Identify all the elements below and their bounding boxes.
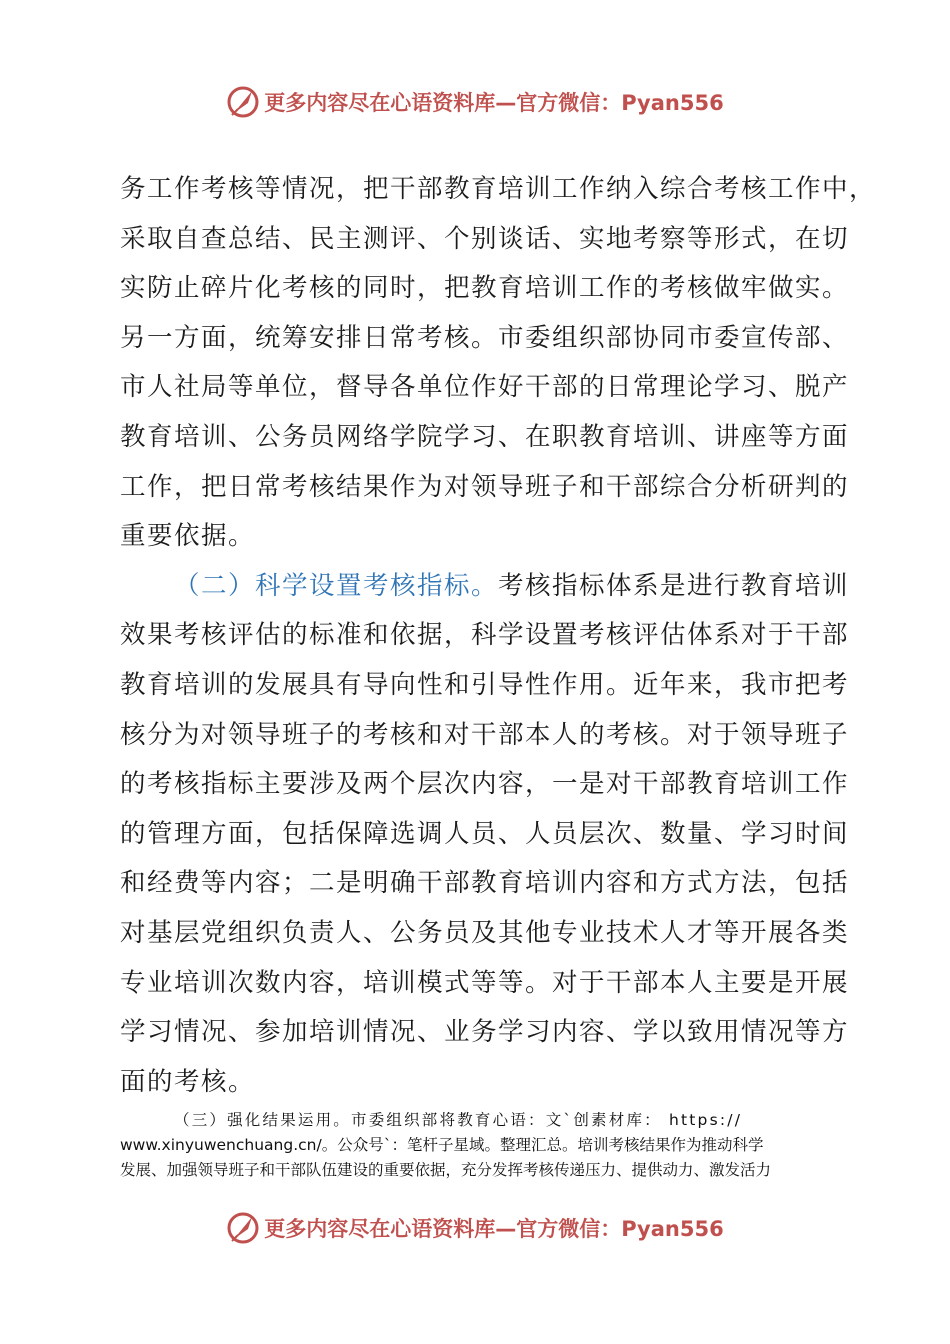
small-text-line: 发展、加强领导班子和干部队伍建设的重要依据，充分发挥考核传递压力、提供动力、激发活力 [120,1161,772,1179]
paragraph-line: 核分为对领导班子的考核和对干部本人的考核。对于领导班子 [120,719,850,750]
section-heading: （二）科学设置考核指标。 [174,570,499,601]
paragraph-line: 务工作考核等情况，把干部教育培训工作纳入综合考核工作中， [120,174,877,204]
header-banner [0,78,950,126]
paragraph-line: 工作，把日常考核结果作为对领导班子和干部综合分析研判的 [120,471,850,502]
paragraph-line: 另一方面，统筹安排日常考核。市委组织部协同市委宣传部、 [120,322,850,353]
banner-text: 更多内容尽在心语资料库—官方微信：Pyan556 [264,91,724,115]
paragraph-line: 效果考核评估的标准和依据，科学设置考核评估体系对于干部 [120,620,850,651]
paragraph-line: 专业培训次数内容，培训模式等等。对于干部本人主要是开展 [120,967,850,998]
paragraph-line: 市人社局等单位，督导各单位作好干部的日常理论学习、脱产 [120,372,850,403]
paragraph-line: 的管理方面，包括保障选调人员、人员层次、数量、学习时间 [120,818,850,849]
footer-banner [0,1204,950,1252]
document-body [120,165,877,1107]
section-3-paragraph [120,1108,835,1183]
paragraph-line: 采取自查总结、民主测评、个别谈话、实地考察等形式，在切 [120,223,850,254]
quill-pen-icon [226,1211,260,1245]
paragraph-line: 重要依据。 [120,521,256,552]
section-2-first-line [120,562,850,612]
paragraph-line: 对基层党组织负责人、公务员及其他专业技术人才等开展各类 [120,917,850,948]
small-text-line: www.xinyuwenchuang.cn/。公众号`：笔杆子星域。整理汇总。培训考核结果作为推动科学 [120,1136,764,1154]
paragraph-line: 面的考核。 [120,1066,256,1097]
paragraph-line: 学习情况、参加培训情况、业务学习内容、学以致用情况等方 [120,1017,850,1048]
small-text-line: （三）强化结果运用。市委组织部将教育心语：文`创素材库： https:// [174,1111,743,1129]
paragraph-text: 考核指标体系是进行教育培训 [498,570,850,601]
paragraph-line: 教育培训的发展具有导向性和引导性作用。近年来，我市把考 [120,669,850,700]
paragraph-line: 和经费等内容；二是明确干部教育培训内容和方式方法，包括 [120,868,850,899]
paragraph-line: 实防止碎片化考核的同时，把教育培训工作的考核做牢做实。 [120,273,850,304]
banner-text: 更多内容尽在心语资料库—官方微信：Pyan556 [264,1217,724,1241]
quill-pen-icon [226,85,260,119]
paragraph-line: 教育培训、公务员网络学院学习、在职教育培训、讲座等方面 [120,421,850,452]
paragraph-line: 的考核指标主要涉及两个层次内容，一是对干部教育培训工作 [120,769,850,800]
